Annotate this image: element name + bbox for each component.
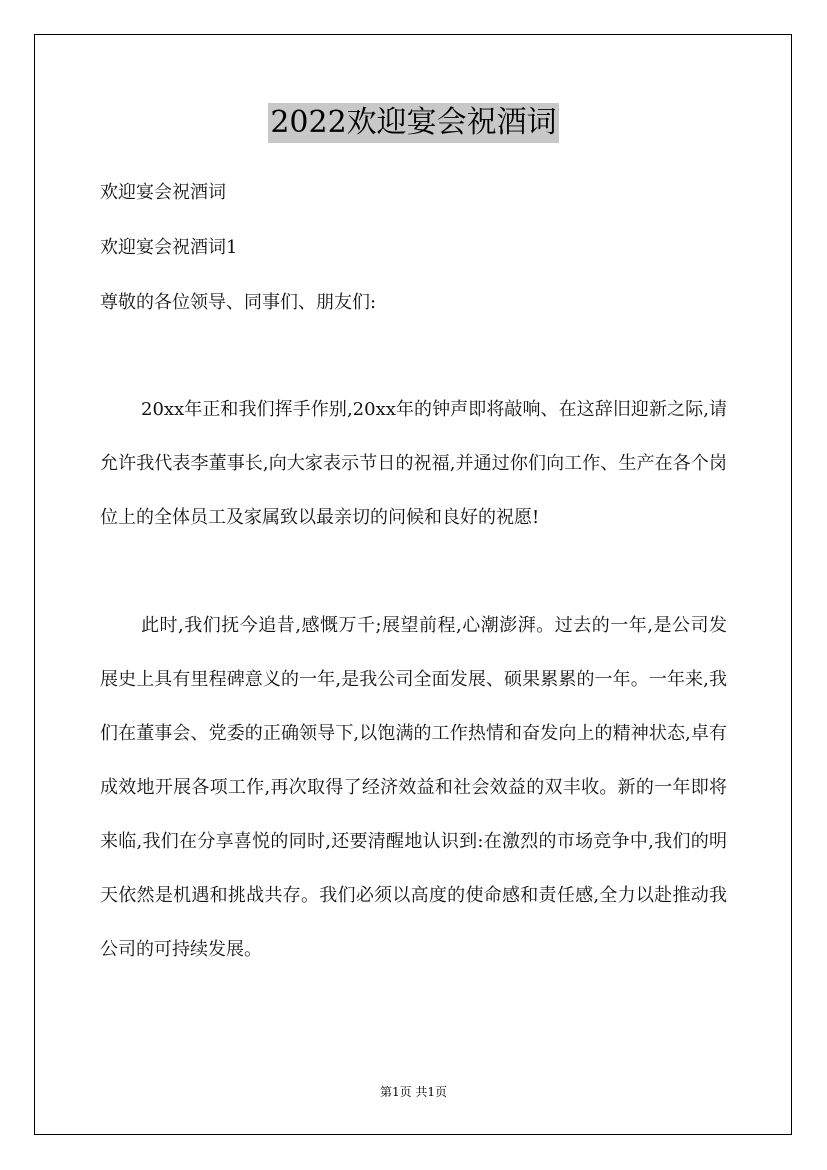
title-container: [0, 103, 827, 143]
document-title: 2022欢迎宴会祝酒词: [268, 103, 558, 143]
page-footer: 第1页 共1页: [379, 1085, 448, 1099]
heading-text: 欢迎宴会祝酒词: [100, 182, 226, 203]
paragraph-2: 此时,我们抚今追昔,感慨万千;展望前程,心潮澎湃。过去的一年,是公司发展史上具有里程碑意义的一年,是我公司全面发展、硕果累累的一年。一年来,我们在董事会、党委的正确领导下,以饱满的工作热情和奋发向上的精神状态,卓有成效地开展各项工作,再次取得了经济效益和社会效益的双丰收。新的一年即将来临,我们在分享喜悦的同时,还要清醒地认识到:在激烈的市场竞争中,我们的明天依然是机遇和挑战共存。我们必须以高度的使命感和责任感,全力以赴推动我公司的可持续发展。: [100, 615, 727, 960]
salutation-text: 尊敬的各位领导、同事们、朋友们:: [100, 292, 377, 313]
paragraph-1: 20xx年正和我们挥手作别,20xx年的钟声即将敲响、在这辞旧迎新之际,请允许我代表李董事长,向大家表示节日的祝福,并通过你们向工作、生产在各个岗位上的全体员工及家属致以最亲切的问候和良好的祝愿!: [100, 399, 727, 528]
subheading-text: 欢迎宴会祝酒词1: [100, 237, 238, 258]
